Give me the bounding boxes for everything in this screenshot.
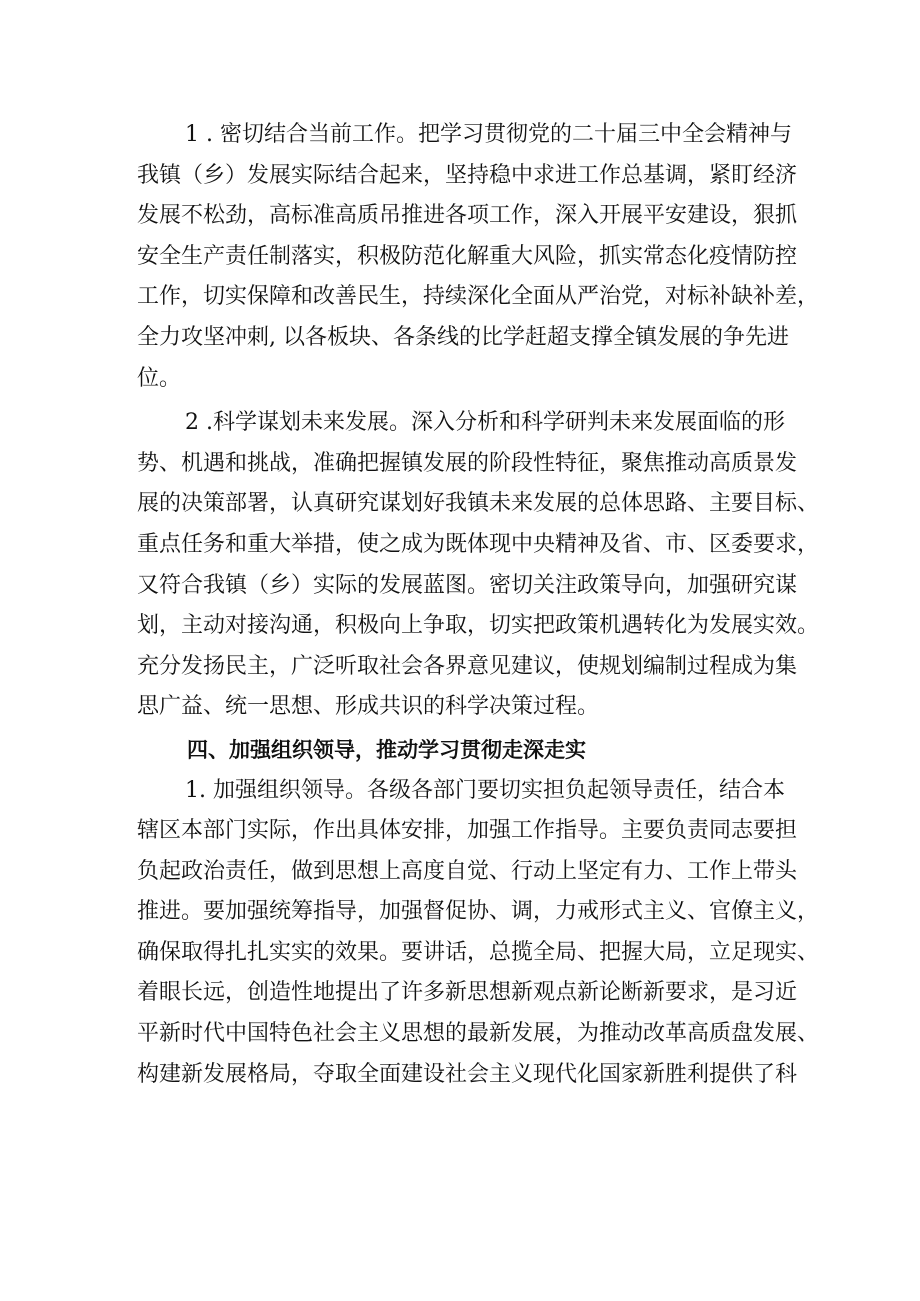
paragraph-line: 确保取得扎扎实实的效果。要讲话，总揽全局、把握大局，立足现实、 xyxy=(137,939,820,965)
paragraph-line: 安全生产责任制落实，积极防范化解重大风险，抓实常态化疫情防控 xyxy=(137,243,798,269)
paragraph-line: 1 . 密切结合当前工作。把学习贯彻党的二十届三中全会精神与 xyxy=(185,122,792,147)
paragraph-line: 着眼长远，创造性地提出了许多新思想新观点新论断新要求，是习近 xyxy=(137,980,798,1006)
paragraph-2 xyxy=(137,403,820,728)
document-body xyxy=(137,115,820,1095)
paragraph-line: 2 .科学谋划未来发展。深入分析和科学研判未来发展面临的形 xyxy=(185,410,785,436)
paragraph-line: 重点任务和重大举措，使之成为既体现中央精神及省、市、区委要求， xyxy=(137,531,820,557)
paragraph-line: 辖区本部门实际，作出具体安排，加强工作指导。主要负责同志要担 xyxy=(137,818,798,844)
paragraph-line: 推进。要加强统筹指导，加强督促协、调，力戒形式主义、官僚主义， xyxy=(137,899,820,925)
paragraph-line: 负起政治责任，做到思想上高度自觉、行动上坚定有力、工作上带头 xyxy=(137,858,798,884)
paragraph-line: 平新时代中国特色社会主义思想的最新发展，为推动改革高质盘发展、 xyxy=(137,1021,820,1047)
paragraph-line: 又符合我镇（乡）实际的发展蓝图。密切关注政策导向，加强研究谋 xyxy=(137,572,798,598)
paragraph-line: 充分发扬民主，广泛听取社会各界意见建议，使规划编制过程成为集 xyxy=(137,653,798,679)
paragraph-line: 发展不松劲，高标准高质吊推进各项工作，深入开展平安建设，狠抓 xyxy=(137,203,798,229)
paragraph-line: 我镇（乡）发展实际结合起来，坚持稳中求进工作总基调，紧盯经济 xyxy=(137,162,798,188)
paragraph-line: 势、机遇和挑战，准确把握镇发展的阶段性特征，聚焦推动高质景发 xyxy=(137,450,798,476)
paragraph-1 xyxy=(137,115,820,399)
section-heading: 四、加强组织领导，推动学习贯彻走深走实 xyxy=(187,737,586,762)
paragraph-line: 1. 加强组织领导。各级各部门要切实担负起领导责任，结合本 xyxy=(185,777,785,803)
paragraph-line: 划，主动对接沟通，积极向上争取，切实把政策机遇转化为发展实效。 xyxy=(137,613,820,639)
paragraph-line: 全力攻坚冲刺, 以各板块、各条线的比学赶超支撑全镇发展的争先进 xyxy=(137,324,789,350)
paragraph-line: 思广益、统一思想、形成共识的科学决策过程。 xyxy=(137,694,600,720)
paragraph-line: 展的决策部署，认真研究谋划好我镇未来发展的总体思路、主要目标、 xyxy=(137,491,820,517)
paragraph-line: 工作，切实保障和改善民生，持续深化全面从严治党，对标补缺补差， xyxy=(137,284,820,310)
paragraph-line: 位。 xyxy=(137,365,182,391)
paragraph-line: 构建新发展格局，夺取全面建设社会主义现代化国家新胜利提供了科 xyxy=(137,1061,798,1087)
paragraph-3 xyxy=(137,771,820,1096)
